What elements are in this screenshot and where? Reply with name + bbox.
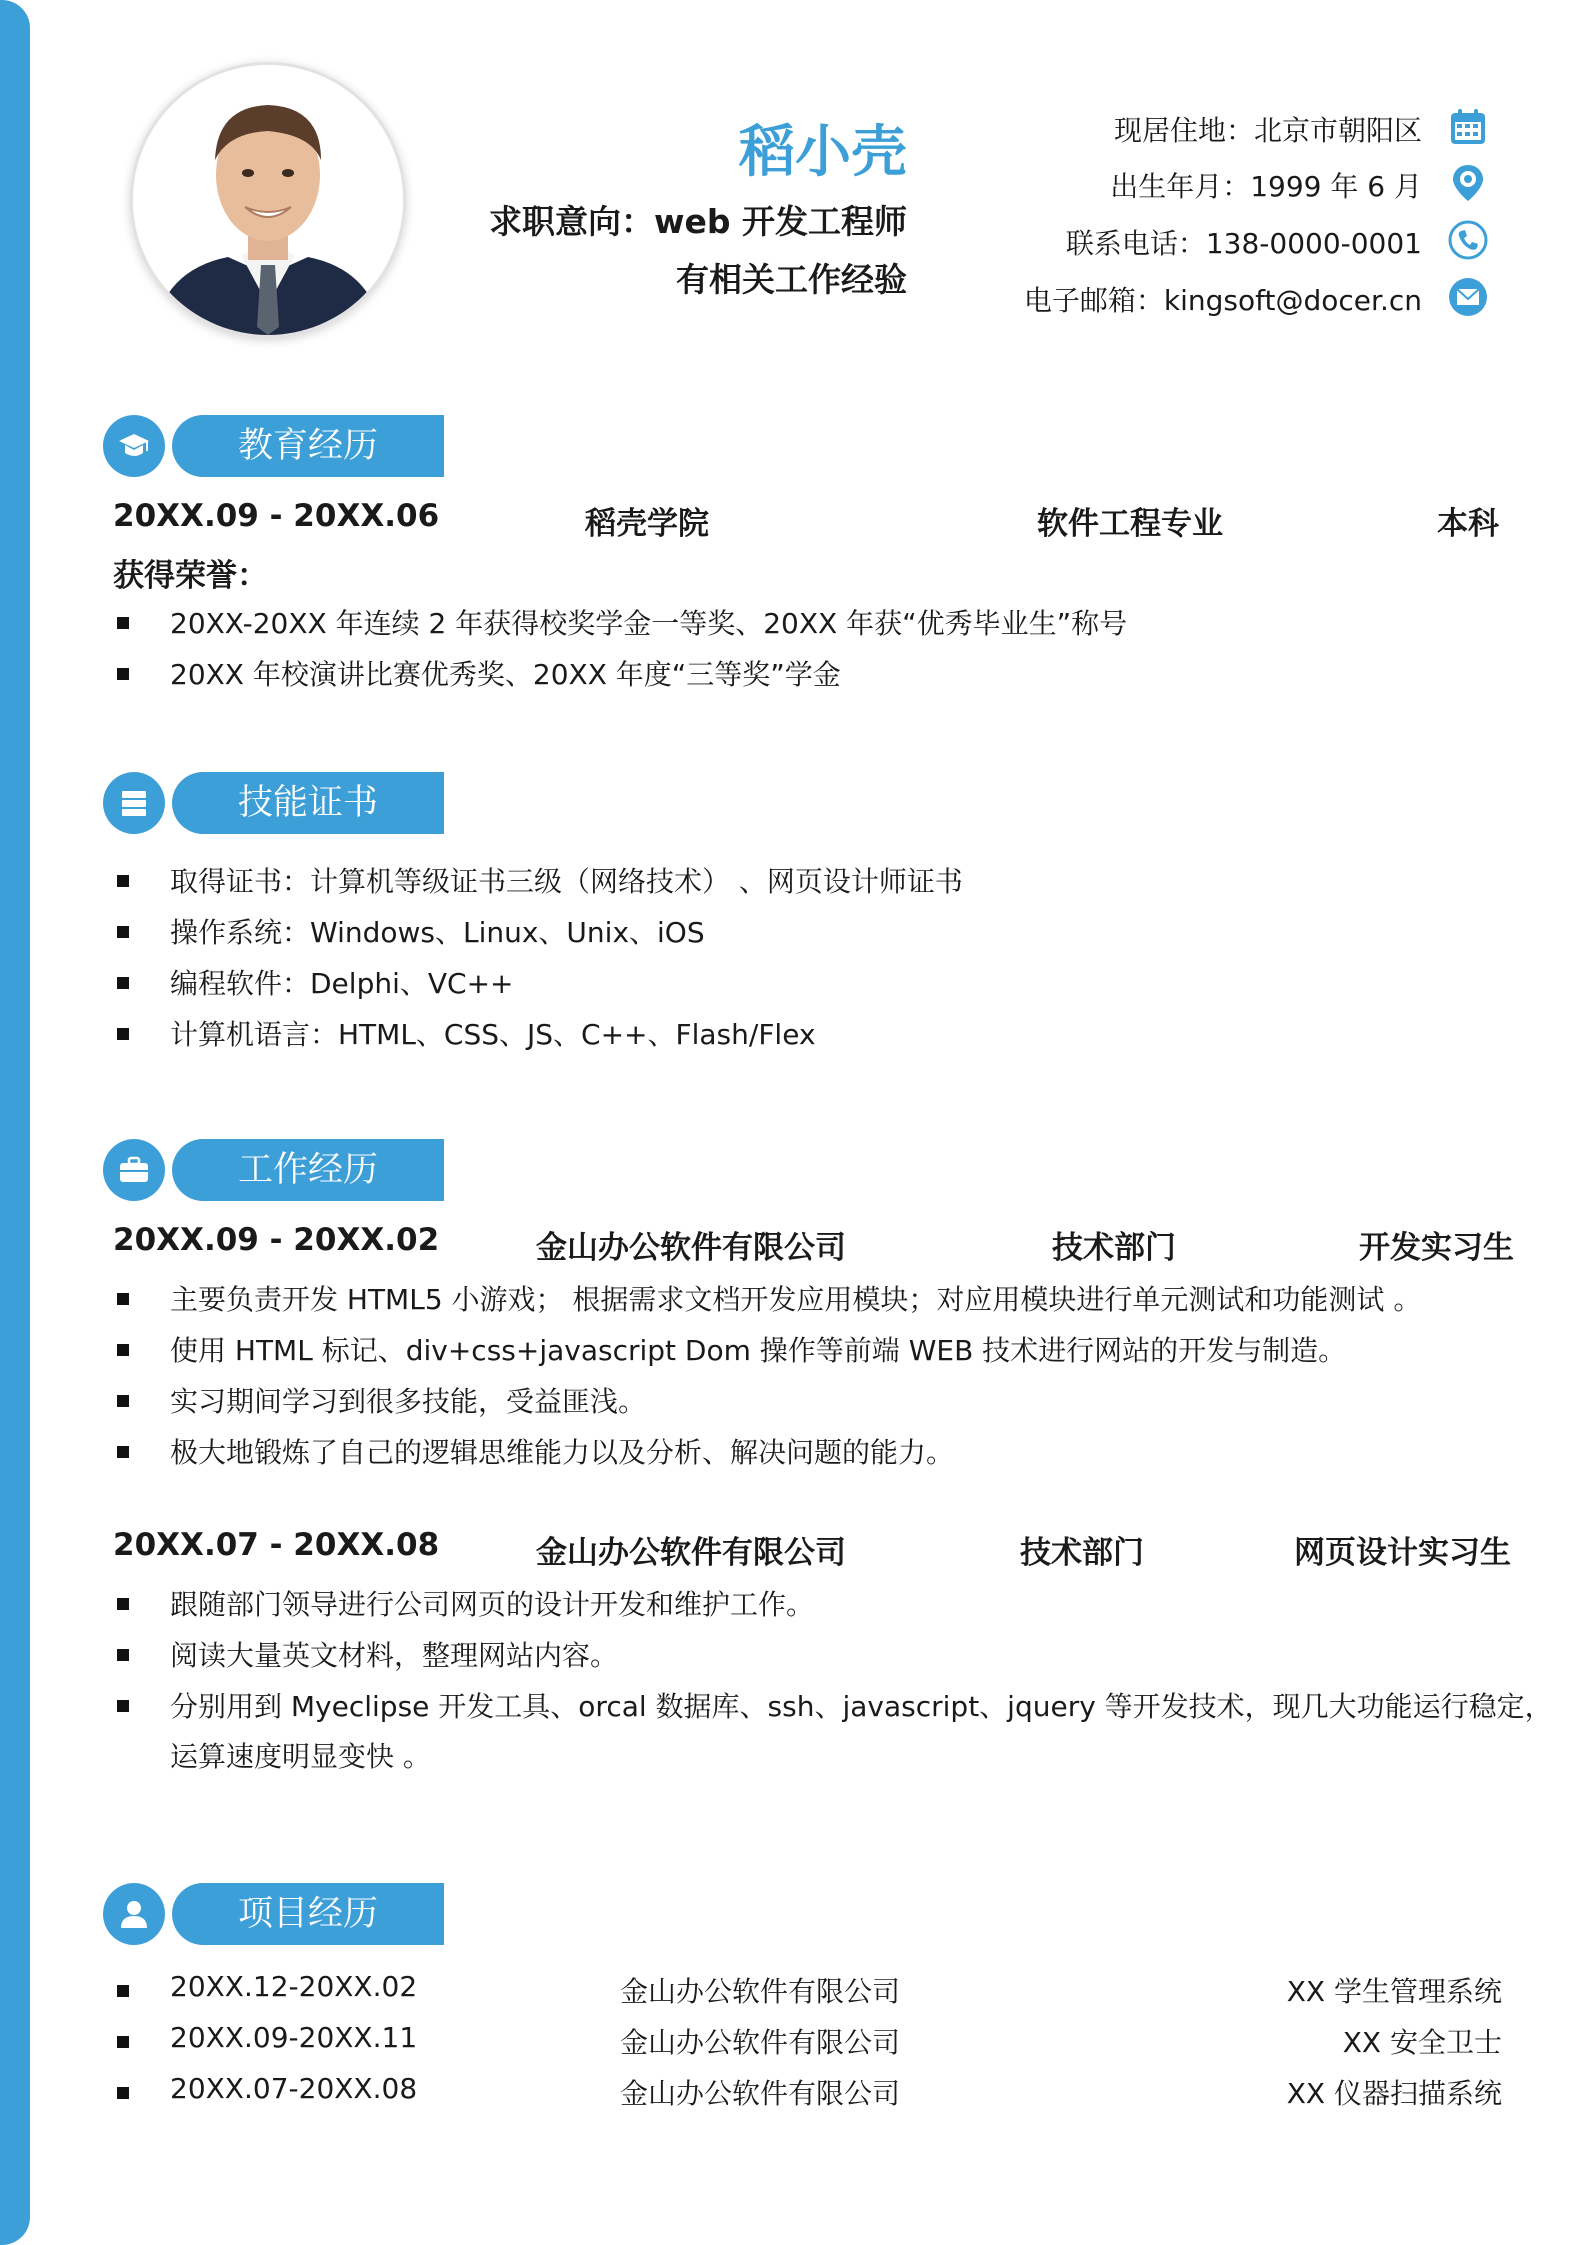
bullet xyxy=(117,977,129,989)
skill-item: 取得证书：计算机等级证书三级（网络技术） 、网页设计师证书 xyxy=(170,865,963,898)
job-dept: 技术部门 xyxy=(1020,1535,1144,1571)
bullet xyxy=(117,1344,129,1356)
contact-phone: 联系电话：138-0000-0001 xyxy=(1065,227,1422,260)
candidate-name: 稻小壳 xyxy=(739,120,907,185)
job-item-continued: 运算速度明显变快 。 xyxy=(170,1740,431,1773)
bullet xyxy=(117,875,129,887)
graduation-cap-icon xyxy=(103,415,165,477)
job-role: 网页设计实习生 xyxy=(1294,1535,1511,1571)
bullet xyxy=(117,668,129,680)
bullet xyxy=(117,1028,129,1040)
location-pin-icon xyxy=(1448,163,1488,203)
job-item: 使用 HTML 标记、div+css+javascript Dom 操作等前端 WEB 技术进行网站的开发与制造。 xyxy=(170,1334,1347,1367)
job-role: 开发实习生 xyxy=(1359,1230,1514,1266)
honor-item: 20XX-20XX 年连续 2 年获得校奖学金一等奖、20XX 年获“优秀毕业生”称号 xyxy=(170,607,1128,640)
section-title-education: 教育经历 xyxy=(172,415,444,477)
contact-birth: 出生年月：1999 年 6 月 xyxy=(1110,170,1422,203)
bullet xyxy=(117,1649,129,1661)
project-company: 金山办公软件有限公司 xyxy=(620,2077,901,2110)
project-company: 金山办公软件有限公司 xyxy=(620,2026,901,2059)
phone-icon xyxy=(1448,220,1488,260)
education-period: 20XX.09 - 20XX.06 xyxy=(113,498,440,534)
job-dept: 技术部门 xyxy=(1052,1230,1176,1266)
calendar-icon xyxy=(1448,107,1488,147)
skill-item: 操作系统：Windows、Linux、Unix、iOS xyxy=(170,916,705,949)
bullet xyxy=(117,1598,129,1610)
mail-icon xyxy=(1448,277,1488,317)
skill-item: 计算机语言：HTML、CSS、JS、C++、Flash/Flex xyxy=(170,1018,816,1051)
job-item: 分别用到 Myeclipse 开发工具、orcal 数据库、ssh、javascript、jquery 等开发技术，现几大功能运行稳定， xyxy=(170,1690,1553,1723)
section-title-projects: 项目经历 xyxy=(172,1883,444,1945)
job-item: 阅读大量英文材料，整理网站内容。 xyxy=(170,1639,619,1672)
job-item: 主要负责开发 HTML5 小游戏； 根据需求文档开发应用模块；对应用模块进行单元测试和功能测试 。 xyxy=(170,1283,1422,1316)
bullet xyxy=(117,617,129,629)
contact-email: 电子邮箱：kingsoft@docer.cn xyxy=(1023,284,1422,317)
project-period: 20XX.12-20XX.02 xyxy=(170,1970,418,2003)
job-company: 金山办公软件有限公司 xyxy=(536,1535,846,1571)
profile-photo xyxy=(130,62,406,338)
bullet xyxy=(117,1293,129,1305)
job-item: 实习期间学习到很多技能，受益匪浅。 xyxy=(170,1385,647,1418)
project-name: XX 学生管理系统 xyxy=(1286,1975,1502,2008)
job-item: 跟随部门领导进行公司网页的设计开发和维护工作。 xyxy=(170,1588,815,1621)
bullet xyxy=(117,1700,129,1712)
job-intention: 求职意向：web 开发工程师 xyxy=(489,202,907,241)
user-icon xyxy=(103,1883,165,1945)
section-title-work: 工作经历 xyxy=(172,1139,444,1201)
contact-residence: 现居住地：北京市朝阳区 xyxy=(1113,114,1422,147)
education-major: 软件工程专业 xyxy=(1037,506,1223,542)
bullet xyxy=(117,2036,129,2048)
job-company: 金山办公软件有限公司 xyxy=(536,1230,846,1266)
bullet xyxy=(117,1446,129,1458)
left-accent-bar xyxy=(0,0,30,2245)
project-period: 20XX.09-20XX.11 xyxy=(170,2021,418,2054)
job-period: 20XX.09 - 20XX.02 xyxy=(113,1222,440,1258)
education-degree: 本科 xyxy=(1437,506,1499,542)
books-icon xyxy=(103,772,165,834)
education-school: 稻壳学院 xyxy=(585,506,709,542)
honors-label: 获得荣誉： xyxy=(113,558,268,594)
project-company: 金山办公软件有限公司 xyxy=(620,1975,901,2008)
project-name: XX 仪器扫描系统 xyxy=(1286,2077,1502,2110)
job-item: 极大地锻炼了自己的逻辑思维能力以及分析、解决问题的能力。 xyxy=(170,1436,955,1469)
bullet xyxy=(117,1985,129,1997)
project-period: 20XX.07-20XX.08 xyxy=(170,2072,418,2105)
briefcase-icon xyxy=(103,1139,165,1201)
job-period: 20XX.07 - 20XX.08 xyxy=(113,1527,440,1563)
bullet xyxy=(117,926,129,938)
bullet xyxy=(117,2087,129,2099)
skill-item: 编程软件：Delphi、VC++ xyxy=(170,967,514,1000)
section-title-skills: 技能证书 xyxy=(172,772,444,834)
project-name: XX 安全卫士 xyxy=(1342,2026,1502,2059)
bullet xyxy=(117,1395,129,1407)
experience-note: 有相关工作经验 xyxy=(676,260,907,299)
honor-item: 20XX 年校演讲比赛优秀奖、20XX 年度“三等奖”学金 xyxy=(170,658,841,691)
